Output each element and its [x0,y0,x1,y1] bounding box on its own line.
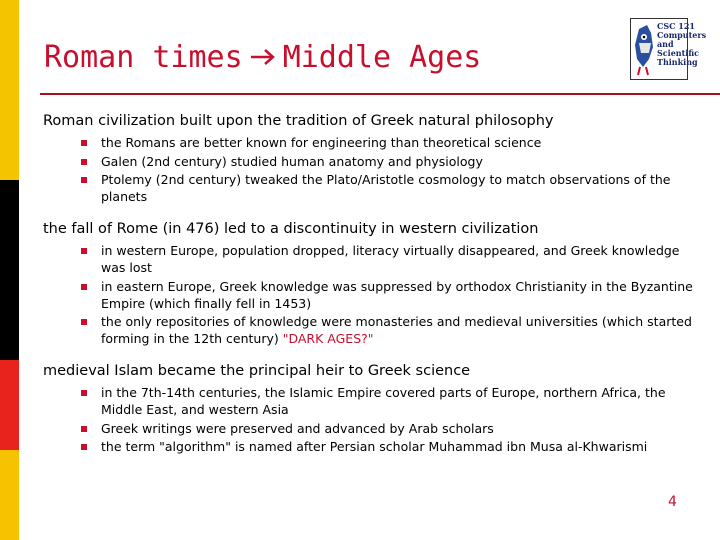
square-bullet-icon [81,159,87,165]
list-item: in eastern Europe, Greek knowledge was suppressed by orthodox Christianity in the Byzantine Empire (which finally fell in 1453) [59,278,703,312]
section-roman [43,111,703,205]
title-left: Roman times [44,40,243,75]
square-bullet-icon [81,140,87,146]
square-bullet-icon [81,177,87,183]
slide-title [44,40,481,75]
list-item: the Romans are better known for engineering than theoretical science [59,134,703,151]
section-heading: the fall of Rome (in 476) led to a discontinuity in western civilization [43,221,539,237]
bullet-list [43,384,703,455]
dark-ages-note: "DARK AGES?" [282,331,374,346]
logo-text: CSC 121 Computers and Scientific Thinking [657,21,707,67]
title-divider [40,93,720,95]
square-bullet-icon [81,248,87,254]
square-bullet-icon [81,444,87,450]
left-stripe-red [0,360,19,450]
bullet-list [43,242,703,347]
list-item: Greek writings were preserved and advanced by Arab scholars [59,420,703,437]
list-item: Ptolemy (2nd century) tweaked the Plato/Aristotle cosmology to match observations of the planets [59,171,703,205]
square-bullet-icon [81,284,87,290]
left-stripe-gold [0,450,19,540]
page-number: 4 [668,494,677,510]
right-arrow-icon [249,40,277,75]
list-item: in the 7th-14th centuries, the Islamic Empire covered parts of Europe, northern Africa, the Middle East, and western Asia [59,384,703,418]
title-right: Middle Ages [282,40,482,75]
left-stripe-black [0,180,19,360]
left-stripe-yellow [0,0,19,180]
section-fall-of-rome [43,219,703,347]
section-heading: medieval Islam became the principal heir to Greek science [43,363,471,379]
course-logo [630,18,707,80]
slide-body [43,111,703,469]
list-item: in western Europe, population dropped, literacy virtually disappeared, and Greek knowledge was lost [59,242,703,276]
list-item: the only repositories of knowledge were monasteries and medieval universities (which started forming in the 12th century) "DARK AGES?" [59,313,703,347]
list-item: the term "algorithm" is named after Persian scholar Muhammad ibn Musa al-Khwarismi [59,438,703,455]
section-heading: Roman civilization built upon the tradition of Greek natural philosophy [43,113,554,129]
square-bullet-icon [81,390,87,396]
list-item: Galen (2nd century) studied human anatomy and physiology [59,153,703,170]
square-bullet-icon [81,319,87,325]
square-bullet-icon [81,426,87,432]
section-islam [43,361,703,455]
bullet-list [43,134,703,205]
